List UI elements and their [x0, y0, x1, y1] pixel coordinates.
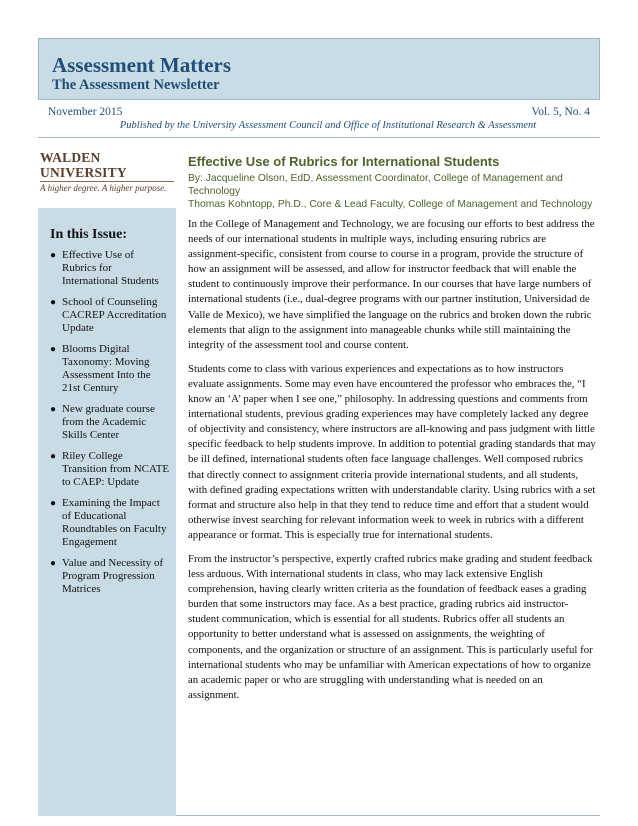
- issue-list-item: ● Value and Necessity of Program Progression Matrices: [50, 557, 164, 595]
- newsletter-subtitle: The Assessment Newsletter: [52, 77, 220, 93]
- article-title: Effective Use of Rubrics for International Students: [188, 154, 500, 169]
- issue-list-item: ● Blooms Digital Taxonomy: Moving Assessment Into the 21st Century: [50, 343, 151, 394]
- in-this-issue-sidebar: [38, 208, 176, 816]
- footer-divider: [176, 815, 600, 816]
- article-byline: Thomas Kohntopp, Ph.D., Core & Lead Faculty, College of Management and Technology: [188, 199, 593, 210]
- article-paragraph: In the College of Management and Technology, we are focusing our efforts to best address the needs of our international students in multiple ways, including ensuring rubrics are assignment-specific, consistent from course to course in a program, provide the structure of how an assignment will be assessed, and allow for instructor feedback that will enable the student to continuously improve their performance. In our courses that have large numbers of international students (i.e., dual-degree programs with our partner institution, Universidad de Valle de Mexico), we have simplified the language on the rubrics and broken down the rubric elements that align to the assignment into manageable chunks while still maintaining the integrity of the assessment tool and course content.: [188, 218, 595, 351]
- bullet-icon: ●: [50, 297, 57, 308]
- issue-list-item: ● School of Counseling CACREP Accreditation Update: [50, 296, 167, 334]
- logo-name: WALDEN UNIVERSITY: [40, 150, 174, 182]
- bullet-icon: ●: [50, 250, 57, 261]
- bullet-icon: ●: [50, 451, 57, 462]
- issue-meta: [38, 105, 600, 132]
- article-byline: By: Jacqueline Olson, EdD, Assessment Coordinator, College of Management and Technology: [188, 173, 563, 197]
- sidebar-heading: In this Issue:: [50, 227, 128, 242]
- publisher-line: Published by the University Assessment Council and Office of Institutional Research & Assessment: [119, 120, 537, 131]
- logo-tagline: A higher degree. A higher purpose.: [40, 183, 167, 193]
- bullet-icon: ●: [50, 498, 57, 509]
- issue-date: November 2015: [48, 106, 123, 118]
- issue-list-item: ● Riley College Transition from NCATE to CAEP: Update: [50, 450, 170, 488]
- article-paragraph: Students come to class with various experiences and expectations as to how instructors evaluate assignments. Some may even have encountered the professor who embraces the, “I know an ‘A’ paper when I see one,” philosophy. In addressing questions and comments from international students, previous grading experiences may have completely lacked any degree of objectivity and consistency, where instructors are all-knowing and pass judgment with little specific feedback to help students improve. In addition to potential grading standards that may be ill defined, international students often face language challenges. Well composed rubrics that directly connect to assignment criteria provide international students, and all students, with defined grading expectations written with understandable clarity. Using rubrics with a set format and structure also help in that they tend to reduce time and effort that a student would otherwise invest searching for relevant information week to week in rubrics with a different appearance or format. This is especially true for international students.: [188, 362, 596, 541]
- bullet-icon: ●: [50, 558, 57, 569]
- issue-list-item: ● New graduate course from the Academic Skills Center: [50, 403, 155, 441]
- header-divider: [38, 137, 600, 138]
- issue-list-item: ● Examining the Impact of Educational Roundtables on Faculty Engagement: [50, 497, 167, 548]
- bullet-icon: ●: [50, 404, 57, 415]
- article-paragraph: From the instructor’s perspective, expertly crafted rubrics make grading and student feedback less arduous. With international students in class, who may lack extensive English comprehension, having clearly written criteria as the foundation of feedback eases a grading burden that some instructors may face. As a best practice, grading rubrics aid instructor-student communication, which is essential for all students. Rubrics offer all students an opportunity to better understand what is assessed on assignments, the weighting of components, and the organization or structure of an assignment. This is particularly useful for international students who may be unfamiliar with American expectations of how to organize an academic paper or who are struggling with understanding what is needed on an assignment.: [188, 552, 593, 701]
- newsletter-title: Assessment Matters: [52, 53, 232, 77]
- issue-list-item: ● Effective Use of Rubrics for International Students: [50, 249, 159, 287]
- article: [188, 154, 596, 712]
- newsletter-banner: [38, 38, 600, 100]
- issue-volume: Vol. 5, No. 4: [531, 106, 590, 118]
- bullet-icon: ●: [50, 344, 57, 355]
- issue-list: [50, 249, 170, 596]
- article-body: [188, 217, 596, 703]
- university-logo: [40, 150, 174, 194]
